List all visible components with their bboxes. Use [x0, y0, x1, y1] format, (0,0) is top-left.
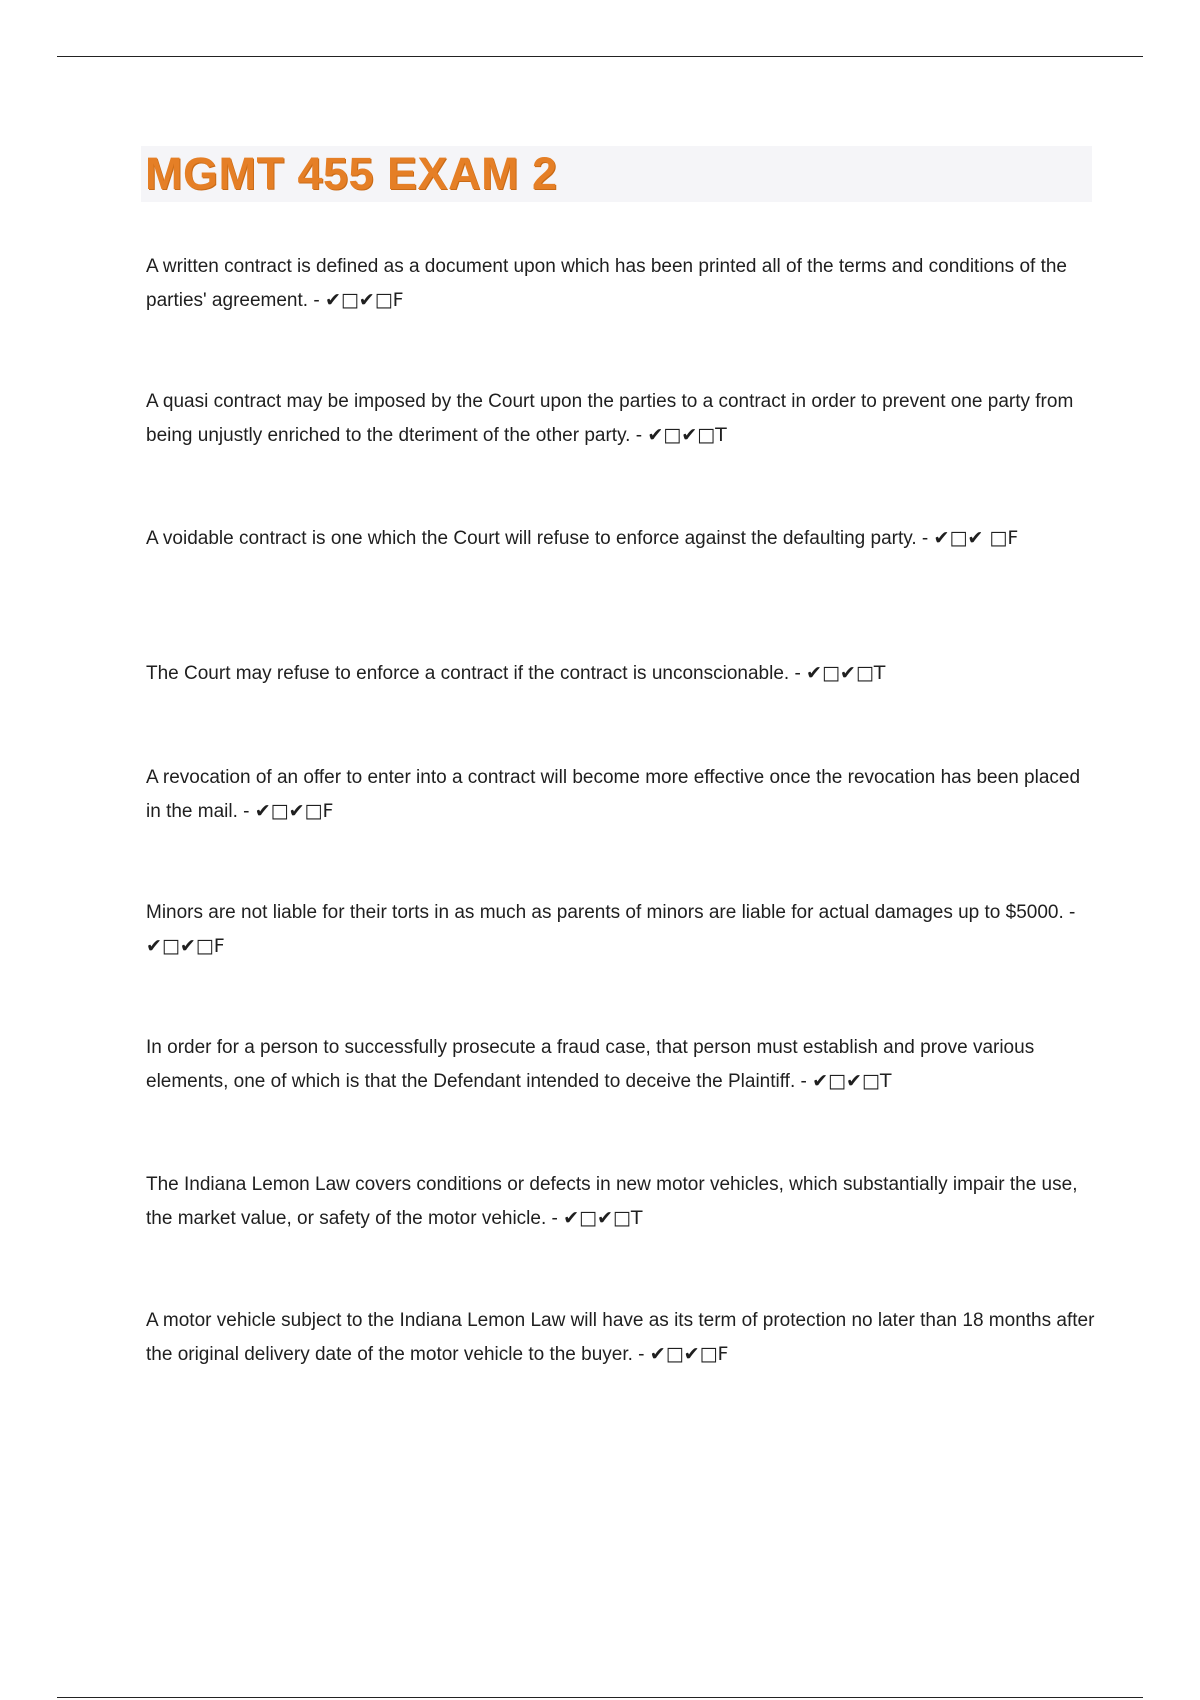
question-text: A written contract is defined as a document upon which has been printed all of the terms and conditions of the parties' agreement. -: [146, 256, 1067, 311]
question-item: [146, 522, 1096, 556]
answer-mark: ✔□✔□F: [649, 1342, 729, 1365]
question-text: A voidable contract is one which the Court will refuse to enforce against the defaulting party. -: [146, 528, 934, 549]
question-item: [146, 386, 1096, 452]
question-item: [146, 762, 1096, 828]
answer-mark: ✔□✔□F: [146, 934, 225, 957]
question-item: [146, 657, 1096, 691]
header-rule: [57, 56, 1143, 57]
answer-mark: ✔□✔□T: [647, 423, 727, 446]
question-item: [146, 1032, 1096, 1098]
question-text: The Indiana Lemon Law covers conditions or defects in new motor vehicles, which substantially impair the use, the market value, or safety of the motor vehicle. -: [146, 1174, 1078, 1229]
answer-mark: ✔□✔□F: [254, 799, 334, 822]
question-item: [146, 1305, 1096, 1371]
answer-mark: ✔□✔□T: [563, 1206, 643, 1229]
question-item: [146, 251, 1096, 317]
question-text: The Court may refuse to enforce a contract if the contract is unconscionable. -: [146, 663, 807, 684]
question-item: [146, 897, 1096, 963]
footer-rule: [57, 1697, 1143, 1698]
question-text: In order for a person to successfully prosecute a fraud case, that person must establish and prove various elements, one of which is that the Defendant intended to deceive the Plaintiff. -: [146, 1037, 1035, 1092]
question-text: A revocation of an offer to enter into a contract will become more effective once the revocation has been placed in the mail. -: [146, 767, 1081, 822]
question-text: A quasi contract may be imposed by the Court upon the parties to a contract in order to prevent one party from being unjustly enriched to the dteriment of the other party. -: [146, 391, 1074, 446]
answer-mark: ✔□✔ □F: [933, 527, 1019, 549]
document-title: MGMT 455 EXAM 2: [145, 148, 558, 199]
answer-mark: ✔□✔□T: [806, 662, 886, 684]
question-text: A motor vehicle subject to the Indiana Lemon Law will have as its term of protection no later than 18 months after the original delivery date of the motor vehicle to the buyer. -: [146, 1310, 1095, 1365]
question-text: Minors are not liable for their torts in as much as parents of minors are liable for actual damages up to $5000. -: [146, 902, 1076, 923]
question-item: [146, 1169, 1096, 1235]
answer-mark: ✔□✔□T: [812, 1069, 892, 1092]
answer-mark: ✔□✔□F: [324, 288, 404, 311]
